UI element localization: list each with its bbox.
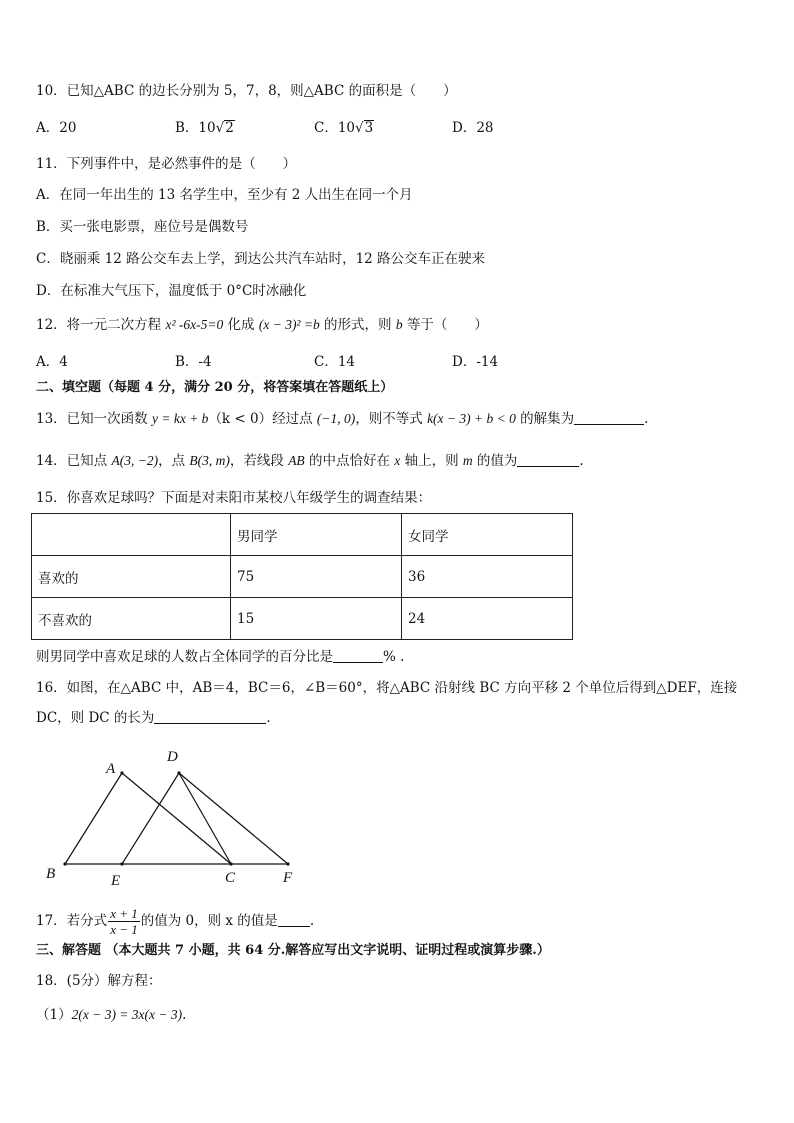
q18-end: . [182, 1007, 187, 1023]
q14-segment: AB [288, 453, 305, 468]
table-cell: 36 [402, 556, 573, 598]
table-cell: 15 [231, 598, 402, 640]
point-b-dot [63, 862, 66, 865]
q12-equation-2: (x − 3)² =b [258, 317, 320, 332]
table-cell: 不喜欢的 [32, 598, 231, 640]
q10-option-d: D．28 [452, 120, 494, 136]
fraction-numerator: x + 1 [110, 906, 138, 921]
sqrt-icon: √ [215, 120, 225, 136]
q13-text-d: 的解集为 [515, 411, 575, 427]
q13-point: (−1, 0) [316, 411, 356, 426]
point-c-dot [229, 862, 232, 865]
q13-function: y = kx + b [151, 411, 209, 426]
q11-option-d: D．在标准大气压下，温度低于 0°C时冰融化 [36, 283, 307, 299]
q12-option-a: A．4 [36, 354, 68, 370]
q18-part-label: （1） [36, 1007, 72, 1023]
point-d-dot [177, 771, 180, 774]
point-e-dot [120, 862, 123, 865]
table-cell: 75 [231, 556, 402, 598]
q10-stem: 10．已知△ABC 的边长分别为 5，7，8，则△ABC 的面积是（ ） [36, 83, 457, 99]
q14-point-b: B(3, m) [189, 453, 230, 468]
q14-text-e: 轴上，则 [400, 453, 463, 469]
segment-dc [179, 773, 231, 864]
q10-option-a: A．20 [36, 120, 77, 136]
segment-de [122, 773, 179, 864]
q17-fraction [108, 906, 140, 937]
section-solve-heading: 三、解答题 （本大题共 7 小题，共 64 分.解答应写出文字说明、证明过程或演算步骤.） [36, 943, 550, 958]
label-a: A [106, 761, 116, 777]
segment-ac [122, 773, 231, 864]
q14-variable: m [462, 453, 473, 468]
q14-text-c: ，若线段 [229, 453, 289, 469]
q13-text-a: 13．已知一次函数 [36, 411, 152, 427]
answer-blank [278, 912, 310, 927]
point-f-dot [286, 862, 289, 865]
label-f: F [283, 870, 293, 886]
q12-equation-1: x² -6x-5=0 [165, 317, 224, 332]
q13-text-b: （k < 0）经过点 [208, 411, 317, 427]
table-cell: 喜欢的 [32, 556, 231, 598]
segment-df [179, 773, 288, 864]
q14-text-b: ，点 [158, 453, 190, 469]
q12-option-b: B．-4 [175, 354, 212, 370]
q16-text: DC，则 DC 的长为 [36, 710, 155, 726]
q10-b-prefix: B．10 [175, 120, 216, 136]
q11-option-a: A．在同一年出生的 13 名学生中，至少有 2 人出生在同一个月 [36, 187, 413, 203]
section-fill-in-heading: 二、填空题（每题 4 分，满分 20 分，将答案填在答题纸上） [36, 380, 394, 395]
q17-text-a: 17．若分式 [36, 913, 108, 929]
label-e: E [111, 873, 121, 889]
table-header-cell: 男同学 [231, 514, 402, 556]
point-a-dot [120, 771, 123, 774]
label-c: C [225, 870, 236, 886]
q14-axis: x [394, 453, 401, 468]
q14-text-a: 14．已知点 [36, 453, 112, 469]
q11-option-b: B．买一张电影票，座位号是偶数号 [36, 219, 249, 235]
table-cell: 24 [402, 598, 573, 640]
q13-inequality: k(x − 3) + b < 0 [427, 411, 516, 426]
q10-c-prefix: C．10 [314, 120, 356, 136]
q14-point-a: A(3, −2) [111, 453, 159, 468]
q12-text-b: 化成 [223, 317, 259, 333]
label-d: D [167, 749, 178, 765]
label-b: B [46, 866, 56, 882]
q18-part-1 [36, 1006, 186, 1024]
q12-option-d: D．-14 [452, 354, 499, 370]
q16-line-1: 16．如图，在△ABC 中，AB＝4，BC＝6，∠B＝60°，将△ABC 沿射线 BC 方向平移 2 个单位后得到△DEF，连接 [36, 680, 738, 696]
q15-stem: 15．你喜欢足球吗？下面是对耒阳市某校八年级学生的调查结果： [36, 490, 432, 506]
q14-end: . [579, 453, 584, 469]
fraction-denominator: x − 1 [110, 922, 138, 937]
q11-option-c: C．晓丽乘 12 路公交车去上学，到达公共汽车站时，12 路公交车正在驶来 [36, 251, 486, 267]
q12-text-d: 等于（ ） [402, 317, 488, 333]
q17-text-b: 的值为 0，则 x 的值是 [140, 913, 278, 929]
q10-c-radicand: 3 [364, 120, 374, 136]
q10-b-radicand: 2 [225, 120, 234, 136]
q11-stem: 11．下列事件中，是必然事件的是（ ） [36, 156, 297, 172]
q18-stem: 18．(5分）解方程： [36, 973, 162, 989]
q12-variable: b [395, 317, 403, 332]
table-header-cell: 女同学 [402, 514, 573, 556]
q16-end: . [266, 710, 271, 726]
q12-text-c: 的形式，则 [319, 317, 396, 333]
q14-text-d: 的中点恰好在 [304, 453, 395, 469]
q17-stem [36, 904, 314, 938]
q13-end: . [644, 411, 649, 427]
q15-text-b: % . [383, 649, 405, 665]
q12-text-a: 12．将一元二次方程 [36, 317, 166, 333]
q17-end: . [309, 913, 315, 929]
segment-ab [65, 773, 122, 864]
q12-option-c: C．14 [314, 354, 356, 370]
q14-text-f: 的值为 [472, 453, 518, 469]
q15-text-a: 则男同学中喜欢足球的人数占全体同学的百分比是 [36, 649, 333, 665]
q18-equation: 2(x − 3) = 3x(x − 3) [71, 1007, 183, 1022]
q13-text-c: ，则不等式 [355, 411, 428, 427]
sqrt-icon: √ [355, 120, 364, 136]
